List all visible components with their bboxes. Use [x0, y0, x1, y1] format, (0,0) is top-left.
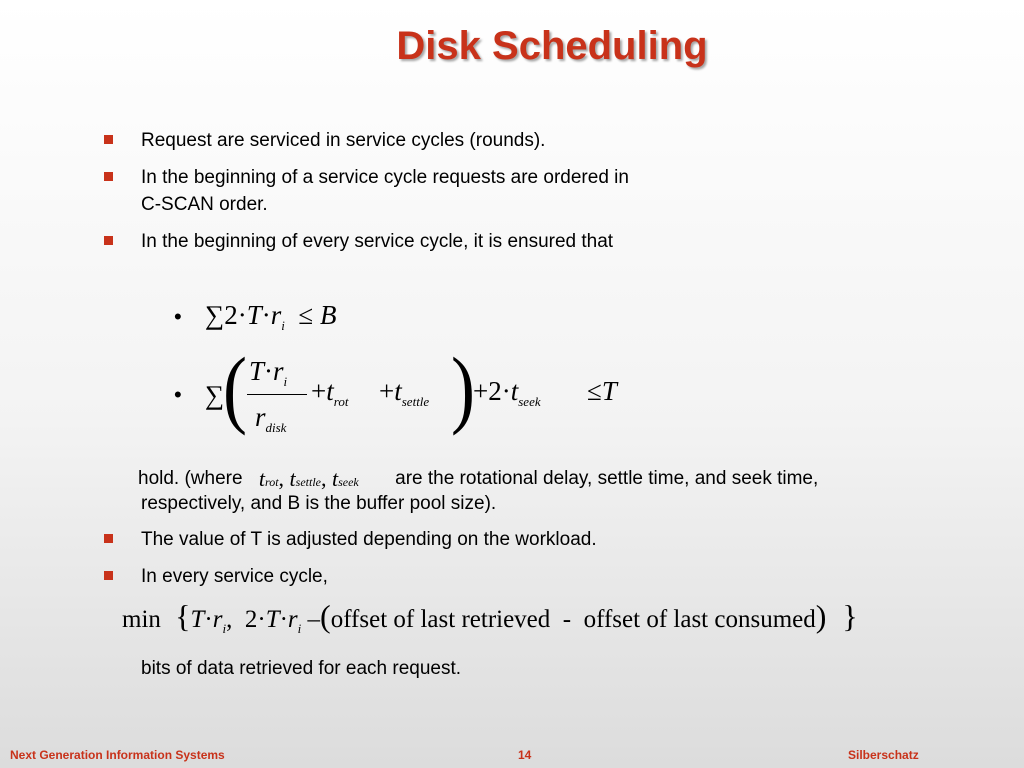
- bullet-dot-icon: •: [174, 382, 182, 407]
- bullet-1-text: Request are serviced in service cycles (rounds).: [141, 130, 546, 151]
- bullet-2-text-line1: In the beginning of a service cycle requests are ordered in: [141, 167, 629, 188]
- hold-text-line2: respectively, and B is the buffer pool size).: [141, 493, 497, 514]
- footer-left: Next Generation Information Systems: [10, 748, 225, 762]
- bullet-3-text: In the beginning of every service cycle, it is ensured that: [141, 231, 614, 252]
- hold-text-before: hold. (where: [138, 468, 243, 489]
- hold-text-after: are the rotational delay, settle time, and seek time,: [395, 468, 819, 489]
- offset-expression: offset of last retrieved - offset of last consumed: [330, 606, 816, 633]
- square-bullet-icon: [104, 571, 113, 580]
- bullet-dot-icon: •: [174, 304, 182, 329]
- square-bullet-icon: [104, 172, 113, 181]
- square-bullet-icon: [104, 534, 113, 543]
- footer-page-number: 14: [518, 748, 532, 762]
- tail-text: bits of data retrieved for each request.: [141, 658, 462, 679]
- square-bullet-icon: [104, 135, 113, 144]
- bullet-2-text-line2: C-SCAN order.: [141, 194, 268, 215]
- bullet-5-text: In every service cycle,: [141, 566, 328, 587]
- equation-1: $\sum 2\cdot T\cdot r_i \le B$: [205, 300, 337, 333]
- equation-3: $\min \{T\cdot r_i$, $2\cdot T\cdot r_i$ –(offset of last retrieved - offset of last consumed) }: [122, 598, 858, 636]
- square-bullet-icon: [104, 236, 113, 245]
- min-label: min: [122, 606, 161, 633]
- footer-right: Silberschatz: [848, 748, 919, 762]
- bullet-4-text: The value of T is adjusted depending on the workload.: [141, 529, 597, 550]
- slide-title: Disk Scheduling: [396, 24, 708, 68]
- time-variables: trot, tsettle, tseek: [247, 466, 359, 491]
